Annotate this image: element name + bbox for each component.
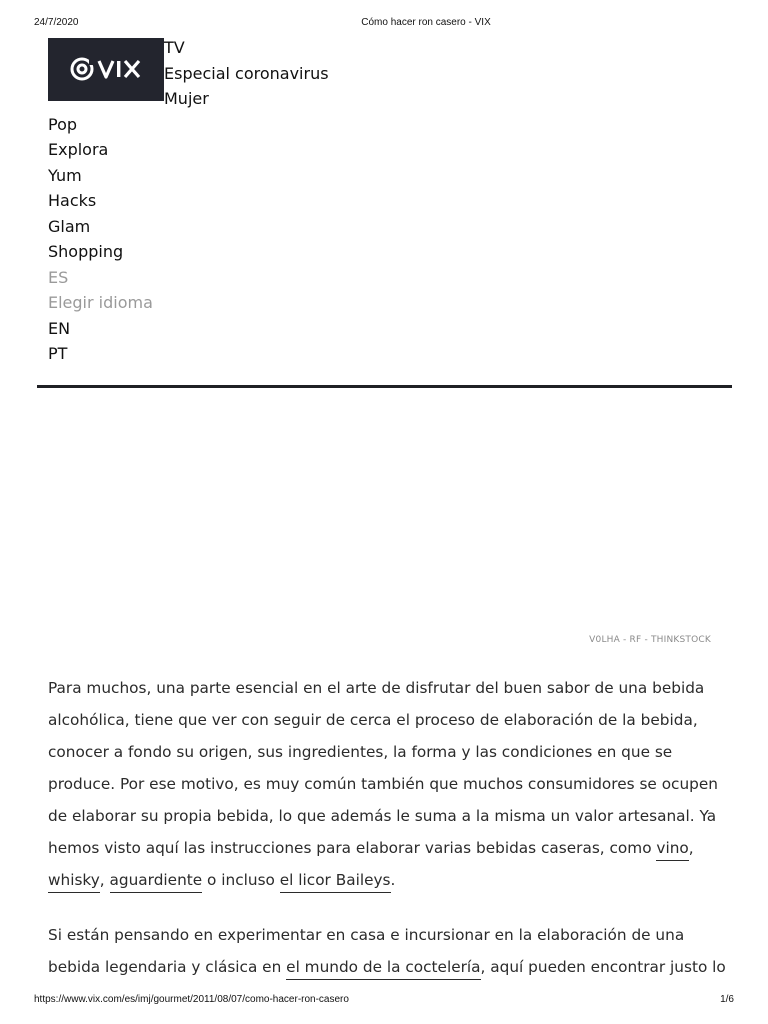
vix-logo-icon (70, 57, 142, 83)
nav-hacks[interactable]: Hacks (48, 191, 97, 210)
link-whisky[interactable]: whisky (48, 871, 100, 893)
paragraph-text: o incluso (202, 871, 280, 889)
nav-pop[interactable]: Pop (48, 115, 78, 134)
print-title: Cómo hacer ron casero - VIX (361, 17, 491, 28)
print-url: https://www.vix.com/es/imj/gourmet/2011/08/07/como-hacer-ron-casero (34, 994, 349, 1005)
paragraph-text: , aquí pueden encontrar justo lo (480, 958, 726, 976)
language-choose-label: Elegir idioma (48, 293, 153, 312)
print-footer (0, 994, 768, 1008)
article-paragraph-2 (48, 919, 728, 983)
separator: , (688, 839, 694, 857)
nav-especial-coronavirus[interactable]: Especial coronavirus (164, 64, 329, 83)
separator: , (99, 871, 110, 889)
nav-glam[interactable]: Glam (48, 217, 91, 236)
photo-credit: V0LHA - RF - THINKSTOCK (589, 635, 711, 645)
language-option-en[interactable]: EN (48, 319, 71, 338)
header-divider (37, 385, 732, 388)
print-page-count: 1/6 (720, 994, 734, 1005)
link-vino[interactable]: vino (656, 839, 688, 861)
vix-logo-link[interactable] (48, 38, 164, 101)
print-date: 24/7/2020 (34, 17, 79, 28)
nav-shopping[interactable]: Shopping (48, 242, 124, 261)
nav-yum[interactable]: Yum (48, 166, 82, 185)
nav-tv[interactable]: TV (164, 38, 185, 57)
language-option-pt[interactable]: PT (48, 344, 68, 363)
article-paragraph-1 (48, 672, 728, 896)
nav-mujer[interactable]: Mujer (164, 89, 209, 108)
language-current: ES (48, 268, 69, 287)
nav-explora[interactable]: Explora (48, 140, 109, 159)
paragraph-text: . (390, 871, 396, 889)
article-body (48, 672, 728, 1006)
link-aguardiente[interactable]: aguardiente (110, 871, 203, 893)
paragraph-text: Si están pensando en experimentar en casa e incursionar en la elaboración de una bebida legendaria y clásica en (48, 926, 685, 976)
link-licor-baileys[interactable]: el licor Baileys (280, 871, 391, 893)
link-mundo-cocteleria[interactable]: el mundo de la coctelería (286, 958, 480, 980)
print-header (0, 17, 768, 31)
paragraph-text: Para muchos, una parte esencial en el arte de disfrutar del buen sabor de una bebida alcohólica, tiene que ver con seguir de cerca el proceso de elaboración de la bebida, conocer a fondo su origen, sus ingredientes, la forma y las condiciones en que se produce. Por ese motivo, es muy común también que muchos consumidores se ocupen de elaborar su propia bebida, lo que además le suma a la misma un valor artesanal. Ya hemos visto aquí las instrucciones para elaborar varias bebidas caseras, como (48, 679, 718, 857)
